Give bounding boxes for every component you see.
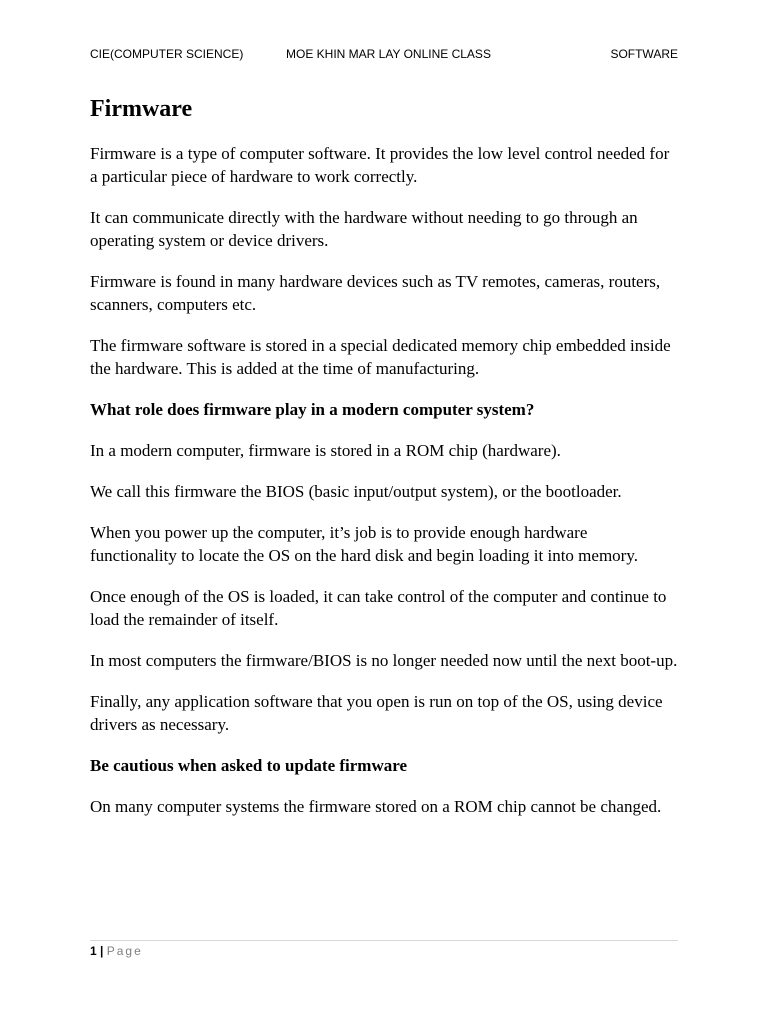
- page-number: 1: [90, 944, 97, 958]
- section-heading: What role does firmware play in a modern computer system?: [90, 400, 535, 419]
- paragraph: Firmware is found in many hardware devices such as TV remotes, cameras, routers, scanners, computers etc.: [90, 272, 661, 314]
- section-heading: Be cautious when asked to update firmware: [90, 756, 408, 775]
- header-topic: SOFTWARE: [610, 47, 678, 61]
- document-title: Firmware: [90, 96, 193, 122]
- paragraph: We call this firmware the BIOS (basic input/output system), or the bootloader.: [90, 482, 622, 501]
- page-label: Page: [106, 944, 143, 958]
- page-footer: [90, 944, 143, 958]
- paragraph: The firmware software is stored in a special dedicated memory chip embedded inside the hardware. This is added at the time of manufacturing.: [90, 336, 671, 378]
- paragraph: Once enough of the OS is loaded, it can take control of the computer and continue to load the remainder of itself.: [90, 587, 667, 629]
- page-header: [90, 47, 678, 65]
- paragraph: Finally, any application software that you open is run on top of the OS, using device drivers as necessary.: [90, 692, 663, 734]
- header-course: CIE(COMPUTER SCIENCE): [90, 47, 244, 61]
- header-class-name: MOE KHIN MAR LAY ONLINE CLASS: [286, 47, 491, 61]
- paragraph: On many computer systems the firmware stored on a ROM chip cannot be changed.: [90, 797, 662, 816]
- paragraph: It can communicate directly with the hardware without needing to go through an operating system or device drivers.: [90, 208, 638, 250]
- page-separator: |: [100, 944, 104, 958]
- footer-divider: [90, 940, 678, 941]
- paragraph: In a modern computer, firmware is stored in a ROM chip (hardware).: [90, 441, 561, 460]
- document-body: [90, 94, 678, 836]
- paragraph: Firmware is a type of computer software. It provides the low level control needed for a particular piece of hardware to work correctly.: [90, 144, 670, 186]
- paragraph: In most computers the firmware/BIOS is no longer needed now until the next boot-up.: [90, 651, 678, 670]
- paragraph: When you power up the computer, it’s job is to provide enough hardware functionality to locate the OS on the hard disk and begin loading it into memory.: [90, 523, 638, 565]
